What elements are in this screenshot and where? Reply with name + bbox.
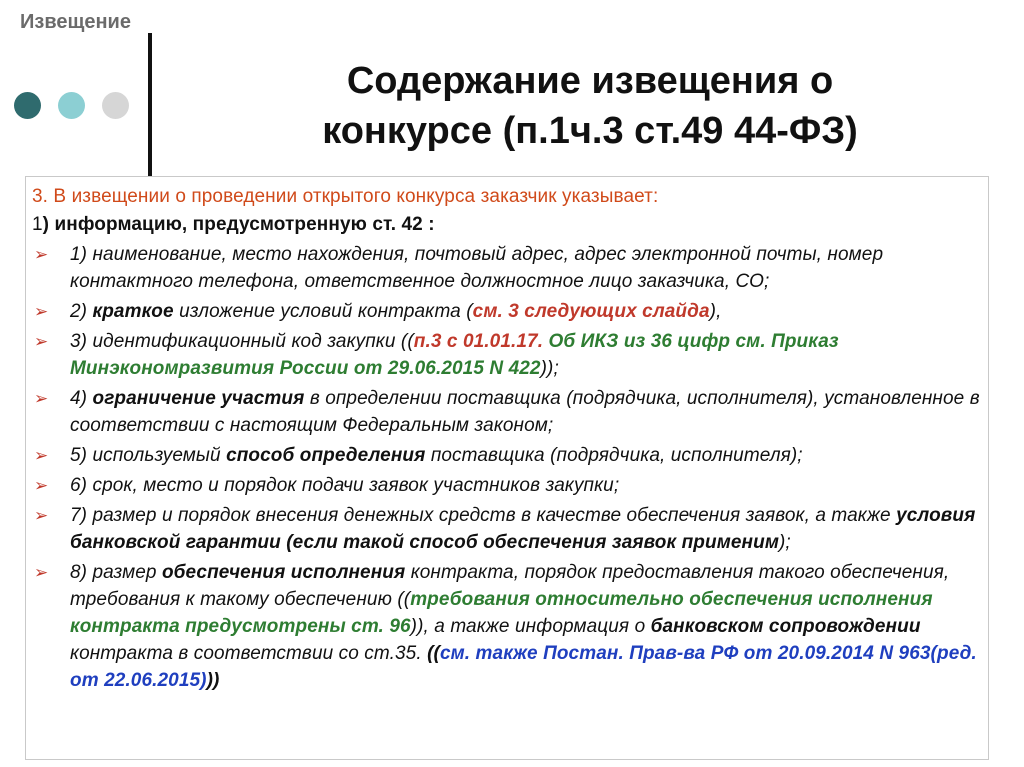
item-8-bold-2: банковском сопровождении [650,616,921,637]
list-item-4 [32,385,980,439]
arrow-bullet-icon: ➢ [34,389,49,408]
item-1-text: 1) наименование, место нахождения, почтовый адрес, адрес электронной почты, номер контактного телефона, ответственное должностное лицо заказчика, СО; [70,244,884,292]
arrow-bullet-icon: ➢ [34,245,49,264]
title-line-1: Содержание извещения о [346,60,834,102]
subhead [32,211,980,238]
intro-text: 3. В извещении о проведении открытого конкурса заказчик указывает: [32,186,659,207]
item-2-red-ref: см. 3 следующих слайда [472,301,710,322]
slide-title [160,56,1020,156]
item-8-text-e: )), а также информация о [410,616,651,637]
item-3-text-a: 3) идентификационный код закупки (( [70,331,414,352]
list-item-7 [32,502,980,556]
item-8-bold-1: обеспечения исполнения [161,562,406,583]
list-item-1 [32,241,980,295]
item-4-text-a: 4) [70,388,93,409]
item-8-text-a: 8) размер [70,562,162,583]
item-5-text-a: 5) используемый [70,445,227,466]
content-box [25,176,989,760]
arrow-bullet-icon: ➢ [34,446,49,465]
list-item-3 [32,328,980,382]
item-3-text-d: )); [540,358,559,379]
item-7-bold: условия банковской гарантии (если такой способ обеспечения заявок применим [70,505,976,553]
list-item-6 [32,472,980,499]
subhead-text: ) информацию, предусмотренную ст. 42 : [42,214,435,235]
item-5-text-c: поставщика (подрядчика, исполнителя); [425,445,803,466]
decor-dot-light [58,92,85,119]
title-line-2: конкурсе (п.1ч.3 ст.49 44-ФЗ) [322,110,858,152]
arrow-bullet-icon: ➢ [34,563,49,582]
arrow-bullet-icon: ➢ [34,476,49,495]
subhead-number: 1 [32,214,43,235]
item-list [32,241,980,694]
item-8-text-c: контракта, порядок предоставления такого обеспечения, требования к такому обеспечению (( [70,562,950,610]
item-2-text-a: 2) [70,301,93,322]
item-5-bold: способ определения [226,445,426,466]
item-2-text-e: ), [709,301,722,322]
item-6-text: 6) срок, место и порядок подачи заявок участников закупки; [70,475,620,496]
list-item-8 [32,559,980,694]
section-label: Извещение [20,11,131,33]
item-3-green-ref: Об ИКЗ из 36 цифр см. Приказ Минэкономразвития России от 29.06.2015 N 422 [70,331,839,379]
item-8-blue-ref: см. также Постан. Прав-ва РФ от 20.09.2014 N 963(ред. от 22.06.2015) [70,643,977,691]
list-item-5 [32,442,980,469]
item-8-open-paren: (( [427,643,440,664]
item-4-bold: ограничение участия [92,388,305,409]
item-7-text-c: ); [778,532,791,553]
vertical-divider [148,33,152,177]
item-8-text-g: контракта в соответствии со ст.35. [70,643,428,664]
list-item-2 [32,298,980,325]
item-8-green-ref: требования относительно обеспечения исполнения контракта предусмотрены ст. 96 [70,589,933,637]
arrow-bullet-icon: ➢ [34,506,49,525]
item-2-text-c: изложение условий контракта ( [173,301,473,322]
item-8-close-paren: )) [206,670,220,691]
arrow-bullet-icon: ➢ [34,302,49,321]
item-2-bold: краткое [92,301,174,322]
decor-dot-grey [102,92,129,119]
arrow-bullet-icon: ➢ [34,332,49,351]
item-3-red-ref: п.3 с 01.01.17. [413,331,544,352]
item-4-text-c: в определении поставщика (подрядчика, исполнителя), установленное в соответствии с настоящим Федеральным законом; [70,388,980,436]
decor-dot-dark [14,92,41,119]
item-7-text-a: 7) размер и порядок внесения денежных средств в качестве обеспечения заявок, а также [70,505,897,526]
